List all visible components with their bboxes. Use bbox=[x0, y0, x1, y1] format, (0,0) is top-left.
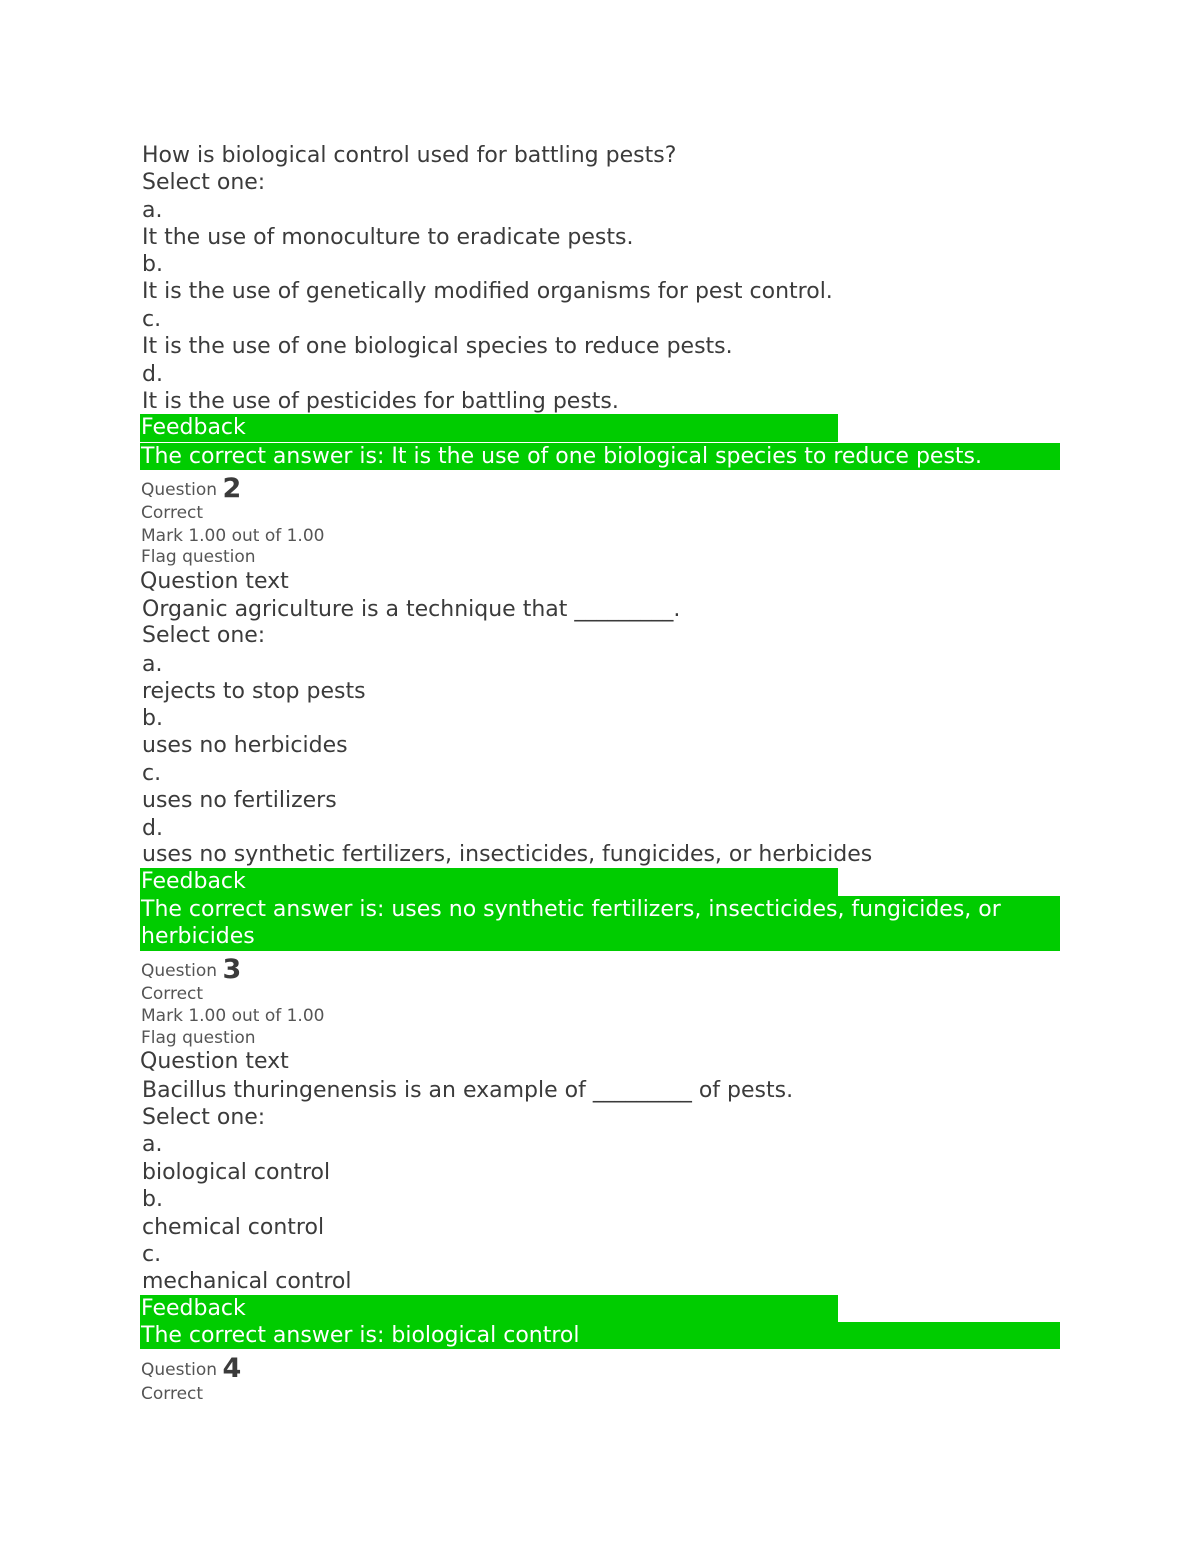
q2-feedback-answer: The correct answer is: uses no synthetic fertilizers, insecticides, fungicides, or herbicides bbox=[140, 896, 1060, 951]
q3-option-a-letter[interactable]: a. bbox=[142, 1132, 163, 1157]
q3-mark: Mark 1.00 out of 1.00 bbox=[141, 1006, 325, 1026]
q2-mark: Mark 1.00 out of 1.00 bbox=[141, 526, 325, 546]
q3-feedback-label: Feedback bbox=[140, 1295, 838, 1323]
q2-prompt: Organic agriculture is a technique that _________. bbox=[142, 597, 681, 622]
q1-option-c-letter[interactable]: c. bbox=[142, 307, 162, 332]
q2-option-d-text[interactable]: uses no synthetic fertilizers, insecticides, fungicides, or herbicides bbox=[142, 842, 873, 867]
q3-select-label: Select one: bbox=[142, 1105, 266, 1130]
q3-header bbox=[141, 955, 241, 986]
q4-status: Correct bbox=[141, 1384, 204, 1404]
q1-option-b-letter[interactable]: b. bbox=[142, 252, 163, 277]
q2-status: Correct bbox=[141, 503, 204, 523]
q1-prompt: How is biological control used for battling pests? bbox=[142, 143, 677, 168]
q4-header bbox=[141, 1354, 241, 1385]
q1-option-b-text[interactable]: It is the use of genetically modified organisms for pest control. bbox=[142, 279, 833, 304]
q1-option-a-letter[interactable]: a. bbox=[142, 198, 163, 223]
q3-option-c-text[interactable]: mechanical control bbox=[142, 1269, 352, 1294]
q2-question-label: Question bbox=[141, 480, 218, 500]
q2-flag-question[interactable]: Flag question bbox=[141, 547, 256, 567]
q2-option-c-letter[interactable]: c. bbox=[142, 761, 162, 786]
q1-option-d-text[interactable]: It is the use of pesticides for battling pests. bbox=[142, 389, 619, 414]
q2-option-c-text[interactable]: uses no fertilizers bbox=[142, 788, 337, 813]
q2-question-text-label: Question text bbox=[140, 569, 289, 594]
q3-prompt: Bacillus thuringenensis is an example of _________ of pests. bbox=[142, 1078, 794, 1103]
q2-option-a-text[interactable]: rejects to stop pests bbox=[142, 679, 366, 704]
q1-option-c-text[interactable]: It is the use of one biological species to reduce pests. bbox=[142, 334, 733, 359]
q3-feedback-answer: The correct answer is: biological control bbox=[140, 1322, 1060, 1349]
q2-select-label: Select one: bbox=[142, 623, 266, 648]
q2-option-d-letter[interactable]: d. bbox=[142, 816, 163, 841]
q2-header bbox=[141, 474, 241, 505]
q1-select-label: Select one: bbox=[142, 170, 266, 195]
q3-option-a-text[interactable]: biological control bbox=[142, 1160, 331, 1185]
q3-flag-question[interactable]: Flag question bbox=[141, 1028, 256, 1048]
q3-option-c-letter[interactable]: c. bbox=[142, 1242, 162, 1267]
q2-feedback-label: Feedback bbox=[140, 868, 838, 896]
q3-option-b-letter[interactable]: b. bbox=[142, 1187, 163, 1212]
q4-number: 4 bbox=[222, 1353, 242, 1384]
q3-number: 3 bbox=[222, 954, 242, 985]
q3-question-label: Question bbox=[141, 961, 218, 981]
q1-option-d-letter[interactable]: d. bbox=[142, 362, 163, 387]
q2-option-b-text[interactable]: uses no herbicides bbox=[142, 733, 348, 758]
q1-option-a-text[interactable]: It the use of monoculture to eradicate pests. bbox=[142, 225, 634, 250]
q3-question-text-label: Question text bbox=[140, 1049, 289, 1074]
q2-option-b-letter[interactable]: b. bbox=[142, 706, 163, 731]
q4-question-label: Question bbox=[141, 1360, 218, 1380]
q3-option-b-text[interactable]: chemical control bbox=[142, 1215, 325, 1240]
q1-feedback-answer: The correct answer is: It is the use of one biological species to reduce pests. bbox=[140, 443, 1060, 470]
q2-number: 2 bbox=[222, 473, 242, 504]
q1-feedback-label: Feedback bbox=[140, 414, 838, 442]
q2-option-a-letter[interactable]: a. bbox=[142, 652, 163, 677]
q3-status: Correct bbox=[141, 984, 204, 1004]
